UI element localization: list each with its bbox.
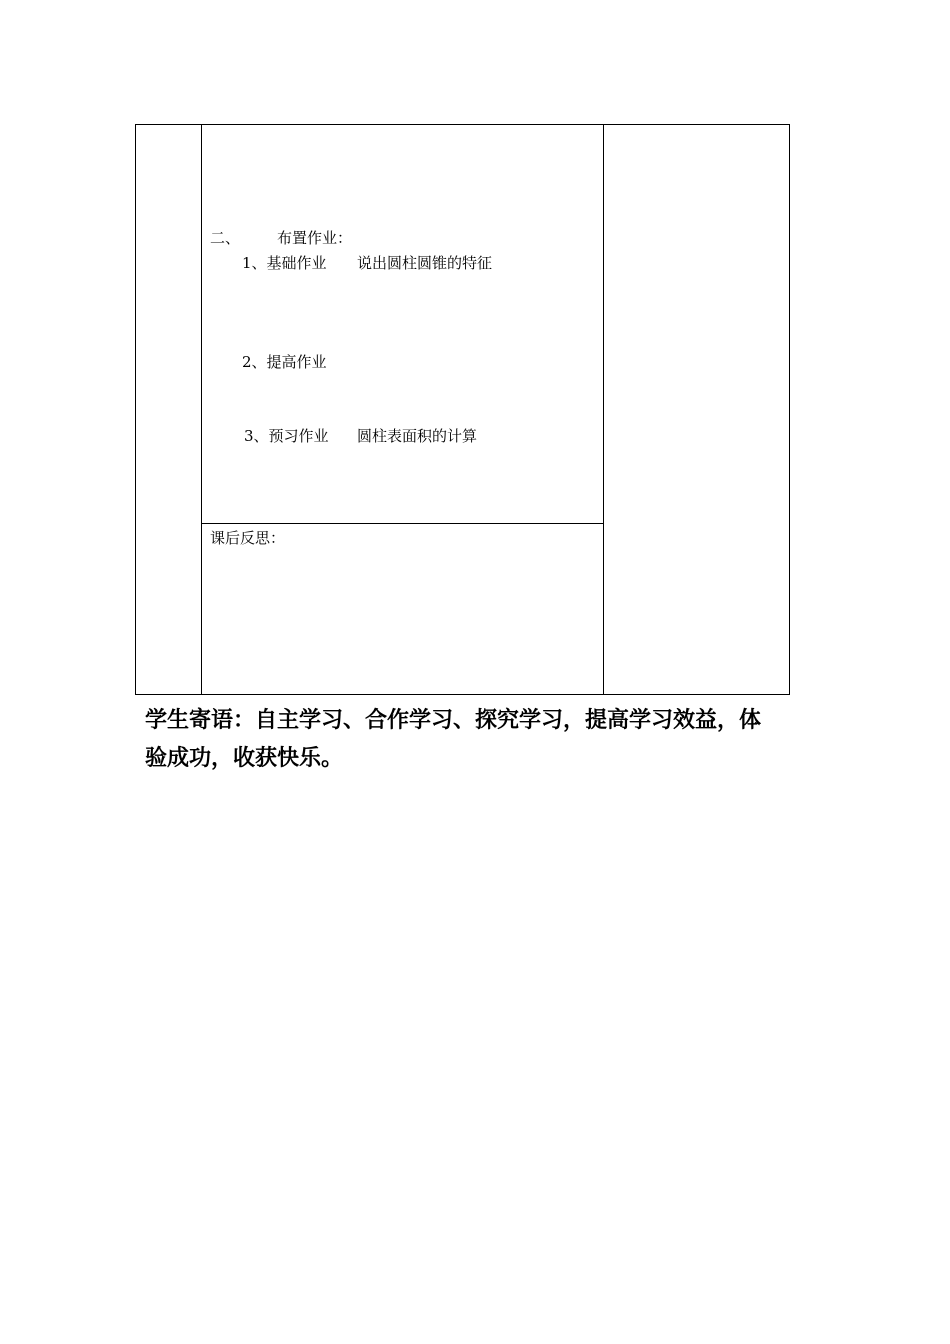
homework-item-advanced-label: 2、提高作业: [242, 353, 327, 371]
homework-cell: [202, 125, 603, 524]
homework-heading-label: 布置作业：: [277, 229, 353, 247]
homework-item-basic-desc: 说出圆柱圆锥的特征: [357, 254, 493, 272]
table-middle-column: [202, 125, 604, 694]
homework-heading-number: 二、: [210, 229, 241, 247]
homework-item-preview-label: 3、预习作业: [244, 427, 329, 445]
homework-item-basic-label: 1、基础作业: [242, 254, 327, 272]
table-left-column: [136, 125, 202, 694]
reflection-label: 课后反思：: [210, 529, 286, 547]
homework-item-preview-desc: 圆柱表面积的计算: [357, 427, 478, 445]
student-motto-line-2: 验成功，收获快乐。: [145, 746, 344, 771]
student-motto: [145, 702, 815, 778]
student-motto-line-1: 学生寄语：自主学习、合作学习、探究学习，提高学习效益，体: [145, 708, 762, 733]
lesson-plan-table: [135, 124, 790, 695]
table-right-column: [604, 125, 789, 694]
reflection-cell: [202, 524, 603, 694]
